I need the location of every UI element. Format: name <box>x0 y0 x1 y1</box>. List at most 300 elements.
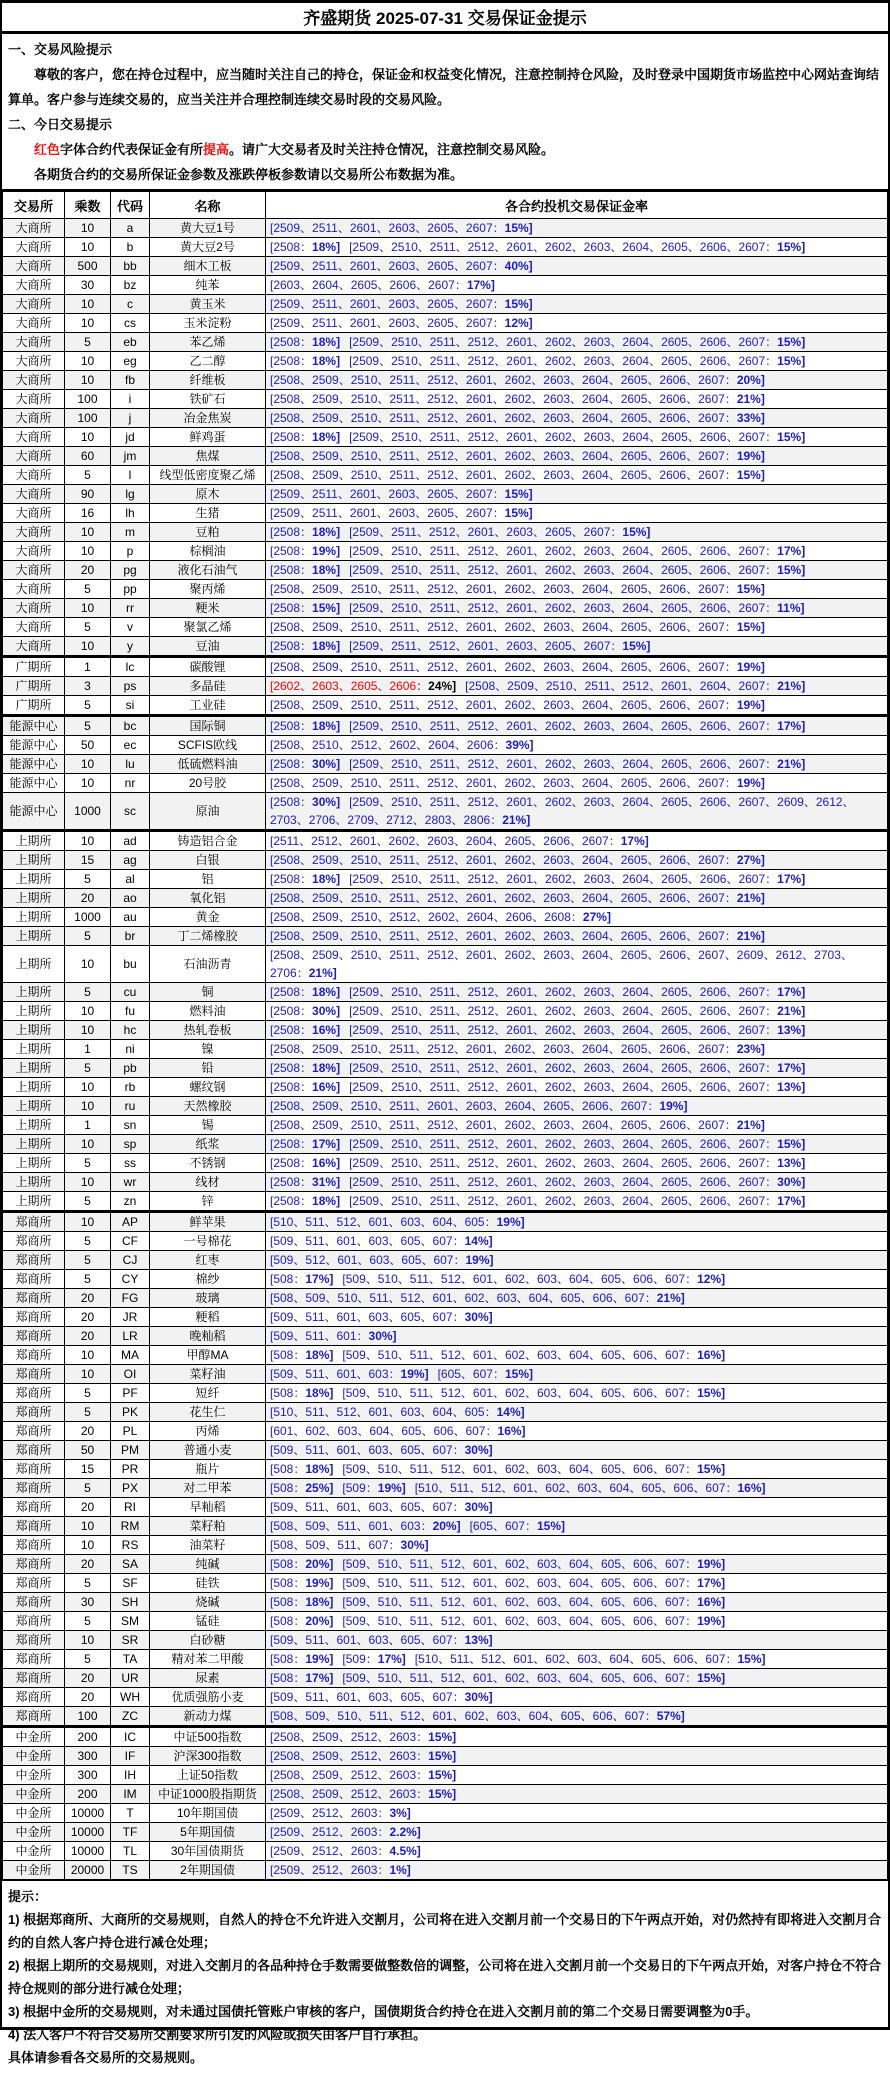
multiplier-cell: 5 <box>65 333 111 352</box>
exchange-cell: 郑商所 <box>3 1612 65 1631</box>
rate-bracket: [2509、2510、2511、2512、2601、2602、2603、2604、2605、2606、2607、2609、2612、2703、2706、2709、2712、2803、2806：21%] <box>270 795 855 827</box>
exchange-cell: 郑商所 <box>3 1232 65 1251</box>
exchange-cell: 上期所 <box>3 1078 65 1097</box>
exchange-cell: 广期所 <box>3 677 65 696</box>
exchange-cell: 中金所 <box>3 1861 65 1880</box>
exchange-cell: 上期所 <box>3 1040 65 1059</box>
code-cell: PK <box>111 1403 150 1422</box>
margin-rates-cell <box>266 946 888 983</box>
rate-bracket: [509、510、511、512、601、602、603、604、605、606、607：16%] <box>342 1348 726 1362</box>
name-cell: 黄金 <box>150 908 266 927</box>
header-margin-rates: 各合约投机交易保证金率 <box>266 191 888 219</box>
multiplier-cell: 10 <box>65 1097 111 1116</box>
exchange-cell: 郑商所 <box>3 1251 65 1270</box>
margin-rates-cell <box>266 1593 888 1612</box>
name-cell: 玻璃 <box>150 1289 266 1308</box>
multiplier-cell: 5 <box>65 870 111 889</box>
table-row <box>3 908 888 927</box>
table-row <box>3 755 888 774</box>
exchange-cell: 大商所 <box>3 390 65 409</box>
margin-rates-cell <box>266 1059 888 1078</box>
name-cell: 聚丙烯 <box>150 580 266 599</box>
table-row <box>3 870 888 889</box>
exchange-cell: 广期所 <box>3 696 65 716</box>
code-cell: SA <box>111 1555 150 1574</box>
code-cell: jd <box>111 428 150 447</box>
exchange-cell: 大商所 <box>3 276 65 295</box>
exchange-cell: 中金所 <box>3 1747 65 1766</box>
code-cell: eb <box>111 333 150 352</box>
exchange-cell: 上期所 <box>3 1192 65 1212</box>
margin-rates-cell <box>266 716 888 736</box>
rate-bracket: [2509、2510、2511、2512、2601、2602、2603、2604、2605、2606、2607：30%] <box>349 1175 806 1189</box>
code-cell: PF <box>111 1384 150 1403</box>
code-cell: wr <box>111 1173 150 1192</box>
footer-note: 4) 法人客户不符合交易所交割要求所引发的风险或损失由客户自行承担。 <box>8 2027 427 2042</box>
rate-bracket: [2508、2509、2510、2511、2512、2601、2602、2603、2604、2605、2606、2607：15%] <box>270 582 765 596</box>
rate-bracket: [2511、2512、2601、2602、2603、2604、2605、2606、2607：17%] <box>270 834 649 848</box>
exchange-cell: 大商所 <box>3 637 65 657</box>
table-row <box>3 1707 888 1727</box>
rate-bracket: [2508、2509、2510、2511、2512、2601、2602、2603、2604、2605、2606、2607：20%] <box>270 373 765 387</box>
rate-bracket: [2508：31%] <box>270 1175 341 1189</box>
code-cell: TA <box>111 1650 150 1669</box>
multiplier-cell: 20 <box>65 1498 111 1517</box>
name-cell: 油菜籽 <box>150 1536 266 1555</box>
name-cell: 冶金焦炭 <box>150 409 266 428</box>
rate-bracket: [2509、2510、2511、2512、2601、2602、2603、2604、2605、2606、2607：13%] <box>349 1156 806 1170</box>
table-row <box>3 1727 888 1747</box>
name-cell: 早籼稻 <box>150 1498 266 1517</box>
margin-rates-cell <box>266 1384 888 1403</box>
name-cell: 普通小麦 <box>150 1441 266 1460</box>
code-cell: T <box>111 1804 150 1823</box>
multiplier-cell: 10000 <box>65 1842 111 1861</box>
exchange-cell: 郑商所 <box>3 1688 65 1707</box>
multiplier-cell: 10 <box>65 1021 111 1040</box>
rate-bracket: [509：19%] <box>342 1481 406 1495</box>
margin-rates-cell <box>266 1536 888 1555</box>
code-cell: MA <box>111 1346 150 1365</box>
multiplier-cell: 300 <box>65 1766 111 1785</box>
rate-bracket: [2508、2509、2510、2511、2512、2601、2602、2603、2604、2605、2606、2607、2609、2612、2703、2706：21%] <box>270 948 853 980</box>
multiplier-cell: 10 <box>65 1212 111 1232</box>
name-cell: 甲醇MA <box>150 1346 266 1365</box>
margin-rates-cell <box>266 677 888 696</box>
margin-rates-cell <box>266 1517 888 1536</box>
multiplier-cell: 10 <box>65 371 111 390</box>
name-cell: 线材 <box>150 1173 266 1192</box>
multiplier-cell: 10 <box>65 314 111 333</box>
rate-bracket: [2509、2511、2601、2603、2605、2607：15%] <box>270 487 533 501</box>
code-cell: fu <box>111 1002 150 1021</box>
margin-rates-cell <box>266 580 888 599</box>
code-cell: lc <box>111 657 150 677</box>
multiplier-cell: 10 <box>65 946 111 983</box>
code-cell: TF <box>111 1823 150 1842</box>
rate-bracket: [2509、2512、2603：4.5%] <box>270 1844 421 1858</box>
code-cell: y <box>111 637 150 657</box>
table-row <box>3 352 888 371</box>
name-cell: 锰硅 <box>150 1612 266 1631</box>
exchange-cell: 能源中心 <box>3 716 65 736</box>
code-cell: PM <box>111 1441 150 1460</box>
name-cell: 液化石油气 <box>150 561 266 580</box>
code-cell: SR <box>111 1631 150 1650</box>
multiplier-cell: 10 <box>65 295 111 314</box>
name-cell: 铸造铝合金 <box>150 831 266 851</box>
rate-bracket: [510、511、512、601、603、604、605：14%] <box>270 1405 525 1419</box>
exchange-cell: 上期所 <box>3 1116 65 1135</box>
name-cell: 晚籼稻 <box>150 1327 266 1346</box>
table-row <box>3 1460 888 1479</box>
table-row <box>3 1612 888 1631</box>
rate-bracket: [508、509、511、607：30%] <box>270 1538 429 1552</box>
rate-bracket: [2508：16%] <box>270 1023 341 1037</box>
rate-bracket: [509、510、511、512、601、602、603、604、605、606、607：19%] <box>342 1557 726 1571</box>
exchange-cell: 大商所 <box>3 485 65 504</box>
table-row <box>3 889 888 908</box>
today-tip-line <box>8 137 882 162</box>
multiplier-cell: 10 <box>65 1631 111 1650</box>
rate-bracket: [509、512、601、603、605、607：19%] <box>270 1253 494 1267</box>
exchange-cell: 广期所 <box>3 657 65 677</box>
name-cell: 多晶硅 <box>150 677 266 696</box>
margin-rates-cell <box>266 927 888 946</box>
multiplier-cell: 5 <box>65 1479 111 1498</box>
code-cell: si <box>111 696 150 716</box>
rate-bracket: [2509、2510、2511、2512、2601、2602、2603、2604、2605、2606、2607：11%] <box>349 601 805 615</box>
rate-bracket: [2508：18%] <box>270 563 341 577</box>
margin-rates-cell <box>266 1804 888 1823</box>
margin-rates-cell <box>266 1002 888 1021</box>
multiplier-cell: 10 <box>65 637 111 657</box>
today-heading: 二、今日交易提示 <box>8 117 113 132</box>
rate-bracket: [2509、2511、2601、2603、2605、2607：15%] <box>270 506 533 520</box>
rate-bracket: [2509、2511、2601、2603、2605、2607：15%] <box>270 221 533 235</box>
multiplier-cell: 5 <box>65 927 111 946</box>
table-row <box>3 1669 888 1688</box>
rate-bracket: [2509、2510、2511、2512、2601、2602、2603、2604、2605、2606、2607：15%] <box>349 335 806 349</box>
multiplier-cell: 1000 <box>65 793 111 831</box>
table-row <box>3 466 888 485</box>
exchange-cell: 郑商所 <box>3 1327 65 1346</box>
exchange-cell: 大商所 <box>3 599 65 618</box>
name-cell: 玉米淀粉 <box>150 314 266 333</box>
name-cell: 焦煤 <box>150 447 266 466</box>
multiplier-cell: 5 <box>65 696 111 716</box>
multiplier-cell: 1 <box>65 657 111 677</box>
exchange-cell: 郑商所 <box>3 1650 65 1669</box>
name-cell: 白银 <box>150 851 266 870</box>
name-cell: 粳稻 <box>150 1308 266 1327</box>
multiplier-cell: 10 <box>65 1135 111 1154</box>
table-row <box>3 1574 888 1593</box>
multiplier-cell: 10 <box>65 755 111 774</box>
code-cell: bb <box>111 257 150 276</box>
table-row <box>3 1842 888 1861</box>
multiplier-cell: 100 <box>65 390 111 409</box>
margin-rates-cell <box>266 390 888 409</box>
table-row <box>3 1270 888 1289</box>
code-cell: OI <box>111 1365 150 1384</box>
tip-text: 字体合约代表保证金有所 <box>60 142 204 157</box>
name-cell: 精对苯二甲酸 <box>150 1650 266 1669</box>
margin-rates-cell <box>266 1498 888 1517</box>
rate-bracket: [2508：18%] <box>270 639 341 653</box>
table-row <box>3 1154 888 1173</box>
multiplier-cell: 10 <box>65 219 111 238</box>
table-row <box>3 1040 888 1059</box>
table-header-row <box>3 191 888 219</box>
margin-rates-cell <box>266 333 888 352</box>
table-row <box>3 1135 888 1154</box>
multiplier-cell: 10 <box>65 1517 111 1536</box>
code-cell: lg <box>111 485 150 504</box>
rate-bracket: [508、509、510、511、512、601、602、603、604、605、606、607：21%] <box>270 1291 685 1305</box>
rate-bracket: [2509、2510、2511、2512、2601、2602、2603、2604、2605、2606、2607：17%] <box>349 985 806 999</box>
code-cell: ZC <box>111 1707 150 1727</box>
multiplier-cell: 100 <box>65 409 111 428</box>
margin-rates-cell <box>266 276 888 295</box>
margin-rates-cell <box>266 755 888 774</box>
table-row <box>3 1346 888 1365</box>
margin-rates-cell <box>266 1479 888 1498</box>
code-cell: SF <box>111 1574 150 1593</box>
rate-bracket: [2509、2511、2512、2601、2603、2605、2607：15%] <box>349 639 651 653</box>
exchange-cell: 大商所 <box>3 352 65 371</box>
code-cell: sp <box>111 1135 150 1154</box>
name-cell: 乙二醇 <box>150 352 266 371</box>
code-cell: v <box>111 618 150 637</box>
table-row <box>3 1804 888 1823</box>
exchange-cell: 能源中心 <box>3 793 65 831</box>
rate-bracket: [2508、2509、2510、2511、2512、2601、2602、2603、2604、2605、2606、2607：27%] <box>270 853 765 867</box>
code-cell: ag <box>111 851 150 870</box>
code-cell: ni <box>111 1040 150 1059</box>
alert-text: 提高 <box>203 142 230 157</box>
margin-rates-cell <box>266 1460 888 1479</box>
table-row <box>3 1289 888 1308</box>
margin-rates-cell <box>266 1154 888 1173</box>
margin-rates-cell <box>266 870 888 889</box>
table-row <box>3 542 888 561</box>
name-cell: 生猪 <box>150 504 266 523</box>
rate-bracket: [2509、2511、2512、2601、2603、2605、2607：15%] <box>349 525 651 539</box>
name-cell: SCFIS欧线 <box>150 736 266 755</box>
code-cell: c <box>111 295 150 314</box>
margin-rates-cell <box>266 1441 888 1460</box>
margin-rates-cell <box>266 1707 888 1727</box>
rate-bracket: [605、607：15%] <box>469 1519 566 1533</box>
rate-bracket: [2509、2510、2511、2512、2601、2602、2603、2604、2605、2606、2607：21%] <box>349 757 806 771</box>
name-cell: 国际铜 <box>150 716 266 736</box>
rate-bracket: [2508：18%] <box>270 872 341 886</box>
margin-rates-cell <box>266 485 888 504</box>
exchange-cell: 上期所 <box>3 851 65 870</box>
name-cell: 短纤 <box>150 1384 266 1403</box>
rate-bracket: [2508：18%] <box>270 719 341 733</box>
code-cell: ec <box>111 736 150 755</box>
name-cell: 对二甲苯 <box>150 1479 266 1498</box>
name-cell: 鲜苹果 <box>150 1212 266 1232</box>
multiplier-cell: 200 <box>65 1785 111 1804</box>
table-row <box>3 1192 888 1212</box>
exchange-cell: 郑商所 <box>3 1631 65 1650</box>
rate-bracket: [2508：19%] <box>270 544 341 558</box>
name-cell: 聚氯乙烯 <box>150 618 266 637</box>
table-row <box>3 1173 888 1192</box>
multiplier-cell: 15 <box>65 1460 111 1479</box>
table-row <box>3 447 888 466</box>
table-row <box>3 1078 888 1097</box>
exchange-cell: 郑商所 <box>3 1212 65 1232</box>
table-row <box>3 1688 888 1707</box>
name-cell: 不锈钢 <box>150 1154 266 1173</box>
code-cell: IC <box>111 1727 150 1747</box>
name-cell: 一号棉花 <box>150 1232 266 1251</box>
rate-bracket: [2508：16%] <box>270 1156 341 1170</box>
code-cell: au <box>111 908 150 927</box>
rate-bracket: [2509、2510、2511、2512、2601、2602、2603、2604、2605、2606、2607：15%] <box>349 354 806 368</box>
code-cell: bz <box>111 276 150 295</box>
rate-bracket: [2602、2603、2605、2606：24%] <box>270 679 457 693</box>
rate-bracket: [2508、2509、2510、2511、2512、2601、2602、2603、2604、2605、2606、2607：21%] <box>270 1118 765 1132</box>
exchange-cell: 大商所 <box>3 542 65 561</box>
table-row <box>3 1785 888 1804</box>
exchange-cell: 上期所 <box>3 1097 65 1116</box>
multiplier-cell: 20000 <box>65 1861 111 1880</box>
rate-bracket: [509、510、511、512、601、602、603、604、605、606、607：15%] <box>342 1671 726 1685</box>
margin-rates-cell <box>266 1669 888 1688</box>
table-row <box>3 1441 888 1460</box>
rate-bracket: [509、511、601、603、605、607：30%] <box>270 1690 493 1704</box>
rate-bracket: [509、511、601、603、605、607：30%] <box>270 1500 493 1514</box>
rate-bracket: [2508、2509、2510、2511、2512、2601、2602、2603、2604、2605、2606、2607：19%] <box>270 776 765 790</box>
multiplier-cell: 10 <box>65 1346 111 1365</box>
name-cell: 碳酸锂 <box>150 657 266 677</box>
table-row <box>3 295 888 314</box>
exchange-cell: 郑商所 <box>3 1365 65 1384</box>
footer-note: 具体请参看各交易所的交易规则。 <box>8 2050 204 2065</box>
margin-rates-cell <box>266 1747 888 1766</box>
code-cell: pb <box>111 1059 150 1078</box>
table-row <box>3 1747 888 1766</box>
rate-bracket: [508、509、510、511、512、601、602、603、604、605、606、607：57%] <box>270 1709 685 1723</box>
rate-bracket: [2508：18%] <box>270 1061 341 1075</box>
exchange-cell: 大商所 <box>3 466 65 485</box>
code-cell: cs <box>111 314 150 333</box>
code-cell: JR <box>111 1308 150 1327</box>
alert-text: 红色 <box>34 142 61 157</box>
rate-bracket: [601、602、603、604、605、606、607：16%] <box>270 1424 526 1438</box>
margin-rates-cell <box>266 1192 888 1212</box>
exchange-cell: 郑商所 <box>3 1669 65 1688</box>
code-cell: p <box>111 542 150 561</box>
exchange-cell: 上期所 <box>3 1002 65 1021</box>
multiplier-cell: 30 <box>65 276 111 295</box>
table-row <box>3 1823 888 1842</box>
multiplier-cell: 5 <box>65 1059 111 1078</box>
exchange-cell: 大商所 <box>3 618 65 637</box>
name-cell: 沪深300指数 <box>150 1747 266 1766</box>
code-cell: rb <box>111 1078 150 1097</box>
multiplier-cell: 5 <box>65 1384 111 1403</box>
table-row <box>3 219 888 238</box>
multiplier-cell: 30 <box>65 1593 111 1612</box>
code-cell: eg <box>111 352 150 371</box>
table-row <box>3 314 888 333</box>
name-cell: 鲜鸡蛋 <box>150 428 266 447</box>
margin-rates-cell <box>266 1555 888 1574</box>
rate-bracket: [508：18%] <box>270 1462 334 1476</box>
rate-bracket: [509、511、601、603：19%] <box>270 1367 429 1381</box>
rate-bracket: [508：17%] <box>270 1671 334 1685</box>
rate-bracket: [508：17%] <box>270 1272 334 1286</box>
exchange-cell: 中金所 <box>3 1823 65 1842</box>
table-row <box>3 1212 888 1232</box>
exchange-cell: 大商所 <box>3 580 65 599</box>
name-cell: 5年期国债 <box>150 1823 266 1842</box>
multiplier-cell: 5 <box>65 1154 111 1173</box>
exchange-cell: 大商所 <box>3 409 65 428</box>
exchange-cell: 大商所 <box>3 314 65 333</box>
multiplier-cell: 10 <box>65 238 111 257</box>
rate-bracket: [2509、2510、2511、2512、2601、2602、2603、2604、2605、2606、2607：15%] <box>349 1137 806 1151</box>
table-row <box>3 390 888 409</box>
name-cell: 菜籽粕 <box>150 1517 266 1536</box>
rate-bracket: [2508：17%] <box>270 1137 341 1151</box>
table-row <box>3 1593 888 1612</box>
name-cell: 黄大豆2号 <box>150 238 266 257</box>
table-row <box>3 1403 888 1422</box>
rate-bracket: [2509、2511、2601、2603、2605、2607：12%] <box>270 316 533 330</box>
exchange-cell: 中金所 <box>3 1727 65 1747</box>
table-row <box>3 485 888 504</box>
rate-bracket: [509、511、601：30%] <box>270 1329 397 1343</box>
margin-rates-cell <box>266 599 888 618</box>
margin-rates-cell <box>266 1021 888 1040</box>
code-cell: lh <box>111 504 150 523</box>
name-cell: 红枣 <box>150 1251 266 1270</box>
margin-rates-cell <box>266 1631 888 1650</box>
margin-rates-cell <box>266 1078 888 1097</box>
code-cell: IM <box>111 1785 150 1804</box>
name-cell: 细木工板 <box>150 257 266 276</box>
margin-rates-cell <box>266 1270 888 1289</box>
exchange-cell: 郑商所 <box>3 1270 65 1289</box>
code-cell: ao <box>111 889 150 908</box>
rate-bracket: [2508：18%] <box>270 354 341 368</box>
exchange-cell: 上期所 <box>3 889 65 908</box>
exchange-cell: 郑商所 <box>3 1707 65 1727</box>
code-cell: nr <box>111 774 150 793</box>
name-cell: 镍 <box>150 1040 266 1059</box>
name-cell: 菜籽油 <box>150 1365 266 1384</box>
rate-bracket: [2508、2509、2510、2512、2602、2604、2606、2608：27%] <box>270 910 611 924</box>
table-row <box>3 1517 888 1536</box>
margin-rates-cell <box>266 793 888 831</box>
table-row <box>3 1766 888 1785</box>
name-cell: 纸浆 <box>150 1135 266 1154</box>
name-cell: 瓶片 <box>150 1460 266 1479</box>
table-row <box>3 599 888 618</box>
exchange-cell: 中金所 <box>3 1804 65 1823</box>
multiplier-cell: 5 <box>65 1251 111 1270</box>
table-row <box>3 736 888 755</box>
multiplier-cell: 5 <box>65 1650 111 1669</box>
table-row <box>3 238 888 257</box>
